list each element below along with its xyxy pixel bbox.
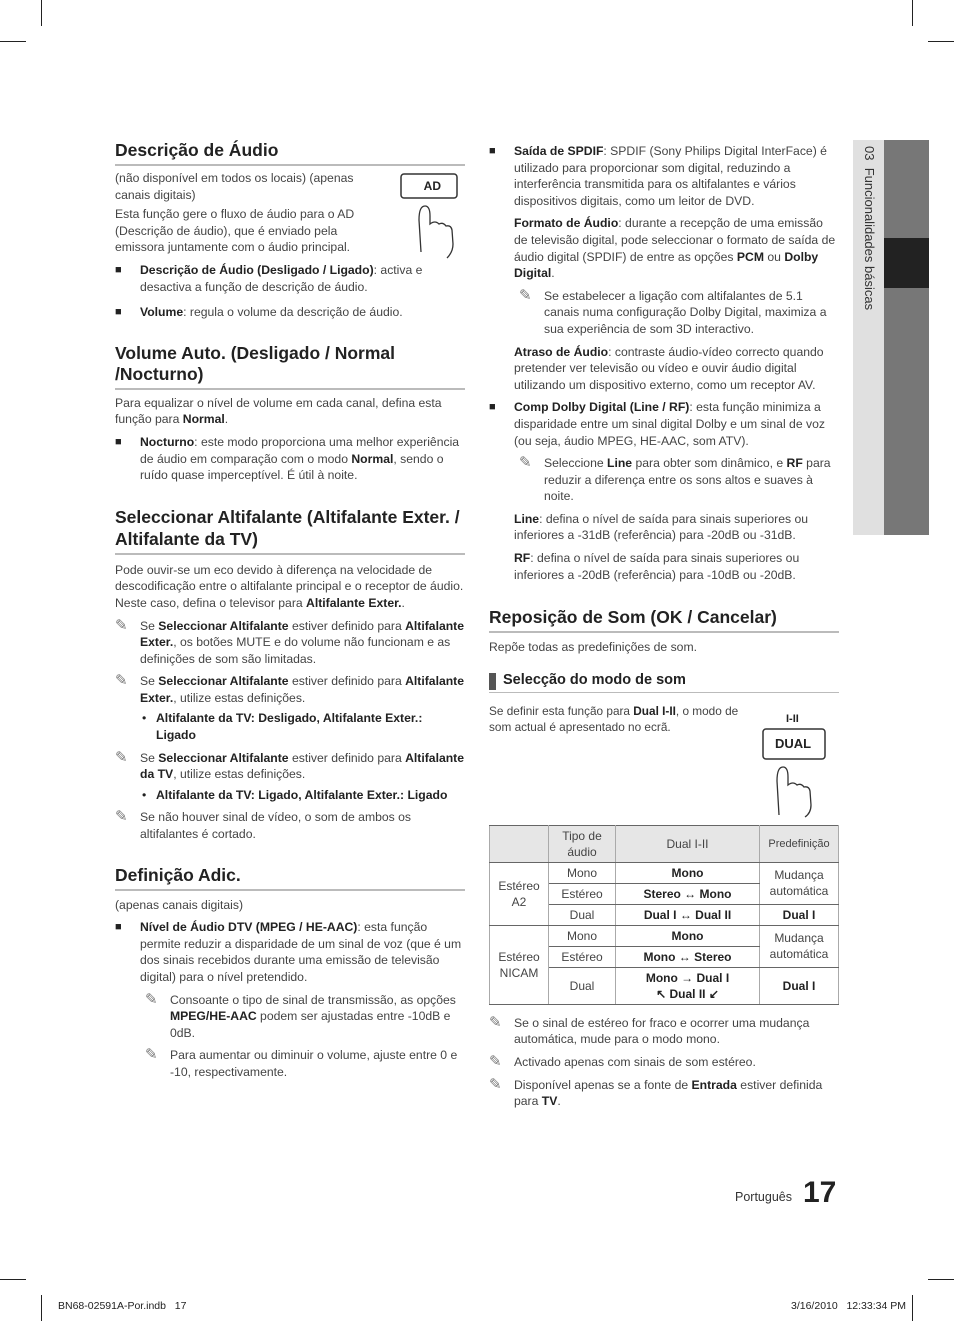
dual-button-top-label: I-II [786, 712, 799, 725]
list-item: ■ Volume: regula o volume da descrição de áudio. [115, 304, 465, 321]
ad-button-label: AD [423, 179, 441, 193]
bullet-item: • Altifalante da TV: Desligado, Altifalante Exter.: Ligado [140, 710, 465, 743]
sub-paragraph: Atraso de Áudio: contraste áudio-vídeo correcto quando pretender ver televisão ou vídeo e ouvir áudio digital utilizando um dispositivo externo, como um receptor AV. [514, 344, 824, 392]
note: ✎ Se Seleccionar Altifalante estiver definido para Altifalante da TV, utilize estas definições. [115, 748, 465, 782]
list-item: ■ Nocturno: este modo proporciona uma melhor experiência de áudio em comparação com o modo Normal, sendo o ruído quase imperceptível. É útil à noite. [115, 434, 465, 484]
table-cell: Dual [549, 967, 616, 1004]
section-title: Reposição de Som (OK / Cancelar) [489, 607, 839, 633]
sound-mode-table [489, 825, 839, 1005]
crop-mark [928, 41, 954, 42]
section-sound-reset [489, 607, 839, 656]
header-cell: Dual I-II [616, 825, 760, 862]
sub-paragraph: Line: defina o nível de saída para sinais superiores ou inferiores a -31dB (referência) para -20dB ou -31dB. [514, 511, 809, 543]
paragraph: Se definir esta função para Dual I-II, o modo de som actual é apresentado no ecrã. [489, 703, 739, 735]
section-additional-setting [115, 865, 465, 1081]
note: ✎ Se não houver sinal de vídeo, o som de ambos os altifalantes é cortado. [115, 808, 411, 842]
table-cell: Estéreo [549, 883, 616, 904]
section-title: Volume Auto. (Desligado / Normal /Nocturno) [115, 343, 465, 390]
list-item: ■ Nível de Áudio DTV (MPEG / HE-AAC): esta função permite reduzir a disparidade de um sinal de voz (que é um dos sinais recebidos durante uma emissão de televisão digital) para o nível pretendido. [115, 919, 465, 985]
table-cell: Mono [616, 925, 760, 946]
table-cell: Dual I [760, 967, 839, 1004]
section-audio-description [115, 140, 465, 321]
paragraph: Repõe todas as predefinições de som. [489, 640, 697, 655]
section-title: Definição Adic. [115, 865, 465, 891]
list-item-spdif: ■ Saída de SPDIF: SPDIF (Sony Philips Digital InterFace) é utilizado para proporcionar som digital, reduzindo a interferência transmitida para os altifalantes e vários dispositivos digitais, como um leitor de DVD. [489, 143, 839, 209]
note-pencil-icon: ✎ [145, 1046, 158, 1064]
note: ✎ Se o sinal de estéreo for fraco e ocorrer uma mudança automática, mude para o modo mono. [489, 1013, 810, 1047]
sub-paragraph: RF: defina o nível de saída para sinais superiores ou inferiores a -20dB (referência) para -10dB ou -20dB. [514, 551, 800, 582]
note-pencil-icon: ✎ [145, 990, 158, 1008]
note-pencil-icon: ✎ [115, 672, 128, 690]
table-cell: Mudança automática [760, 925, 839, 967]
bullet-item: • Altifalante da TV: Ligado, Altifalante Exter.: Ligado [140, 787, 465, 804]
note: ✎ Se Seleccionar Altifalante estiver definido para Altifalante Exter., os botões MUTE e do volume não funcionam e as definições de som são limitadas. [115, 616, 465, 666]
section-title: Seleccionar Altifalante (Altifalante Exter. / Altifalante da TV) [115, 506, 465, 555]
crop-mark [41, 1295, 42, 1321]
page-number: 17 [803, 1176, 837, 1209]
table-cell: Mono ↔ Stereo [616, 946, 760, 967]
note-pencil-icon: ✎ [489, 1075, 502, 1093]
table-cell: Dual [549, 904, 616, 925]
crop-mark [41, 0, 42, 26]
table-cell: Mono → Dual I ↖ Dual II ↙ [616, 967, 760, 1004]
table-row [490, 862, 839, 883]
chapter-tab [853, 140, 929, 535]
section-auto-volume [115, 343, 465, 484]
table-cell: Mudança automática [760, 862, 839, 904]
chapter-title: 03 Funcionalidades básicas [862, 146, 877, 311]
note: ✎ Disponível apenas se a fonte de Entrada estiver definida para TV. [489, 1075, 823, 1109]
crop-mark [0, 41, 26, 42]
crop-mark [912, 1295, 913, 1321]
sub-paragraph: Formato de Áudio: durante a recepção de uma emissão de televisão digital, pode seleccionar o formato de saída de áudio digital (SPDIF) de entre as opções PCM ou Dolby Digital. [514, 216, 836, 281]
intro-text: (não disponível em todos os locais) (apenas canais digitais) [115, 171, 354, 202]
table-cell: Dual I [760, 904, 839, 925]
chapter-tab-dark [884, 140, 929, 535]
note-pencil-icon: ✎ [115, 748, 128, 766]
section-sound-mode [489, 670, 839, 825]
note: ✎ Para aumentar ou diminuir o volume, ajuste entre 0 e -10, respectivamente. [145, 1046, 458, 1079]
table-cell: Stereo ↔ Mono [616, 883, 760, 904]
group-cell: Estéreo NICAM [490, 925, 549, 1004]
table-row [490, 925, 839, 946]
note: ✎ Consoante o tipo de sinal de transmissão, as opções MPEG/HE-AAC podem ser ajustadas entre -10dB e 0dB. [145, 990, 456, 1040]
table-cell: Mono [616, 862, 760, 883]
header-cell: Predefinição [760, 825, 839, 862]
note: ✎ Seleccione Line para obter som dinâmico, e RF para reduzir a diferença entre os sons altos e suaves à noite. [519, 454, 831, 504]
dual-button-label: DUAL [775, 735, 812, 751]
list-item: ■ Descrição de Áudio (Desligado / Ligado): activa e desactiva a função de descrição de áudio. [115, 262, 465, 295]
note: ✎ Se estabelecer a ligação com altifalantes de 5.1 canais numa configuração Dolby Digital, maximiza a sua experiência de som 3D interactivo. [519, 286, 827, 336]
subsection-title: Selecção do modo de som [489, 670, 839, 693]
section-title: Descrição de Áudio [115, 140, 465, 166]
note-pencil-icon: ✎ [489, 1013, 502, 1031]
intro-text: Esta função gere o fluxo de áudio para o AD (Descrição de áudio), que é enviado pela emissora juntamente com o áudio principal. [115, 207, 355, 255]
table-cell: Dual I ↔ Dual II [616, 904, 760, 925]
table-cell: Mono [549, 862, 616, 883]
note-pencil-icon: ✎ [115, 616, 128, 634]
group-cell: Estéreo A2 [490, 862, 549, 925]
note-pencil-icon: ✎ [489, 1053, 502, 1071]
list-item-dolby-comp: ■ Comp Dolby Digital (Line / RF): esta função minimiza a disparidade entre um sinal digital Dolby e um sinal de voz (ou seja, áudio MPEG, HE-AAC, som ATV). [489, 399, 839, 449]
note-pencil-icon: ✎ [519, 454, 532, 472]
crop-mark [0, 1279, 26, 1280]
section-speaker-select [115, 506, 465, 843]
left-column [115, 140, 465, 1081]
note-pencil-icon: ✎ [115, 808, 128, 826]
header-cell: Tipo de áudio [549, 825, 616, 862]
crop-mark [912, 0, 913, 26]
table-header-row [490, 825, 839, 862]
note: ✎ Activado apenas com sinais de som estéreo. [489, 1053, 756, 1071]
paragraph: Pode ouvir-se um eco devido à diferença na velocidade de descodificação entre o altifalante principal e o receptor de áudio. Neste caso, defina o televisor para Altifalante Exter.. [115, 562, 464, 610]
note-pencil-icon: ✎ [519, 286, 532, 304]
chapter-tab-marker [884, 238, 929, 288]
right-column [489, 140, 839, 1110]
paragraph: Para equalizar o nível de volume em cada canal, defina esta função para Normal. [115, 395, 442, 427]
note: ✎ Se Seleccionar Altifalante estiver definido para Altifalante Exter., utilize estas definições. [115, 672, 465, 705]
footer-file: BN68-02591A-Por.indb 17 [58, 1300, 187, 1312]
crop-mark [928, 1279, 954, 1280]
table-cell: Estéreo [549, 946, 616, 967]
table-cell: Mono [549, 925, 616, 946]
footer-date: 3/16/2010 12:33:34 PM [791, 1300, 907, 1312]
paragraph: (apenas canais digitais) [115, 897, 244, 912]
page-language: Português [735, 1190, 792, 1204]
